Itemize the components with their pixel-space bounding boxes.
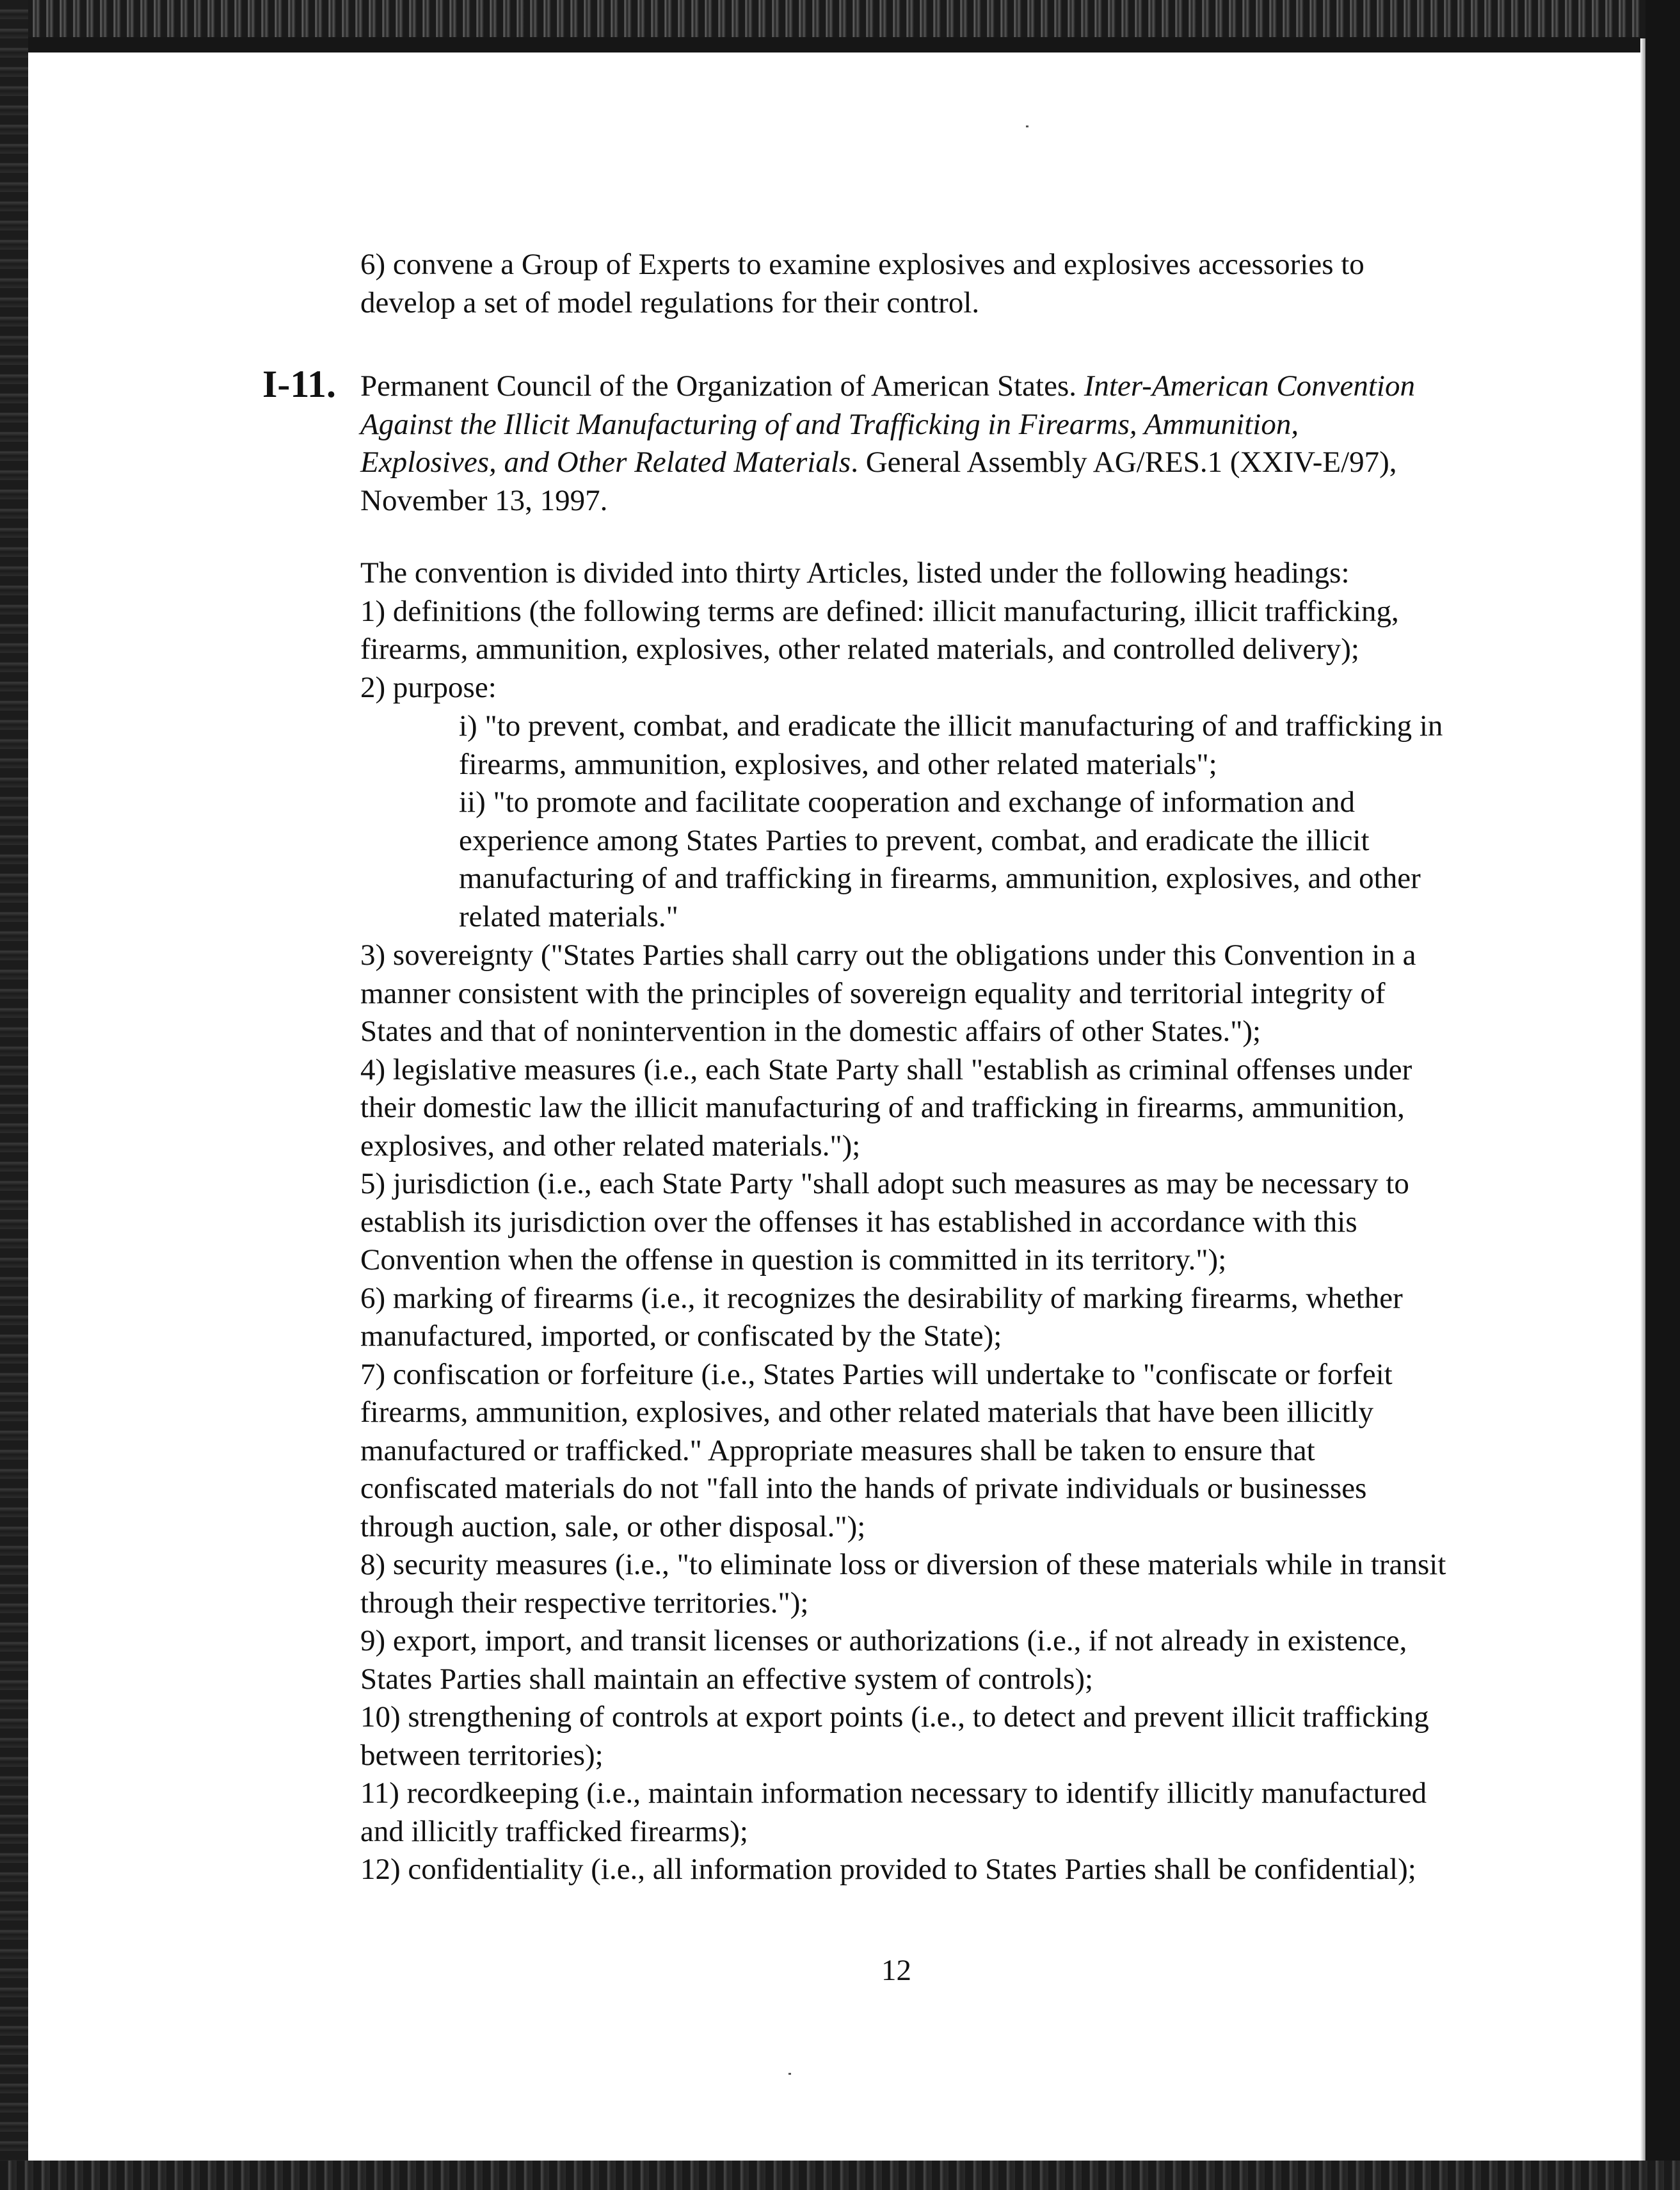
text-line: 11) recordkeeping (i.e., maintain information necessary to identify illicitly manufactured xyxy=(360,1776,1427,1810)
text-line: manufactured or trafficked." Appropriate measures shall be taken to ensure that xyxy=(360,1433,1315,1467)
text-line: 8) security measures (i.e., "to eliminate loss or diversion of these materials while in transit xyxy=(360,1548,1446,1581)
scan-border-right xyxy=(1645,0,1680,2190)
text-line: develop a set of model regulations for their control. xyxy=(360,286,980,319)
text-line: firearms, ammunition, explosives, other related materials, and controlled delivery); xyxy=(360,632,1359,666)
scan-speck xyxy=(788,2073,791,2075)
text-line: 5) jurisdiction (i.e., each State Party "shall adopt such measures as may be necessary to xyxy=(360,1167,1409,1200)
page-number: 12 xyxy=(881,1954,911,1987)
text-line: 7) confiscation or forfeiture (i.e., States Parties will undertake to "confiscate or forfeit xyxy=(360,1357,1393,1391)
text-line: through their respective territories."); xyxy=(360,1586,809,1620)
text-line: 12) confidentiality (i.e., all information provided to States Parties shall be confidential); xyxy=(360,1853,1416,1886)
headings-list xyxy=(360,937,1446,1889)
top-paragraph xyxy=(360,246,1364,322)
scan-speck xyxy=(1026,125,1028,127)
purpose-items xyxy=(459,707,1443,936)
text-line: i) "to prevent, combat, and eradicate the illicit manufacturing of and trafficking in xyxy=(459,709,1443,743)
citation-line: Explosives, and Other Related Materials. General Assembly AG/RES.1 (XXIV-E/97), xyxy=(360,446,1397,479)
text-line: The convention is divided into thirty Articles, listed under the following headings: xyxy=(360,556,1350,590)
text-line: 6) convene a Group of Experts to examine explosives and explosives accessories to xyxy=(360,248,1364,281)
text-line: through auction, sale, or other disposal."); xyxy=(360,1510,866,1543)
scan-border-right-edge xyxy=(1640,38,1645,2170)
text-line: manufactured, imported, or confiscated by the State); xyxy=(360,1319,1002,1353)
text-line: experience among States Parties to prevent, combat, and eradicate the illicit xyxy=(459,823,1370,857)
citation-line: November 13, 1997. xyxy=(360,483,608,517)
text-line: explosives, and other related materials."); xyxy=(360,1129,861,1163)
entry-label: I-11. xyxy=(262,363,337,405)
text-line: 1) definitions (the following terms are defined: illicit manufacturing, illicit trafficking, xyxy=(360,594,1399,628)
text-line: confiscated materials do not "fall into the hands of private individuals or businesses xyxy=(360,1472,1367,1505)
text-line: 9) export, import, and transit licenses or authorizations (i.e., if not already in existence, xyxy=(360,1624,1407,1657)
text-line: manner consistent with the principles of sovereign equality and territorial integrity of xyxy=(360,976,1386,1010)
citation-line: Permanent Council of the Organization of American States. Inter-American Convention xyxy=(360,369,1415,403)
text-line: between territories); xyxy=(360,1738,604,1772)
citation-line: Against the Illicit Manufacturing of and Trafficking in Firearms, Ammunition, xyxy=(360,407,1299,441)
text-line: Convention when the offense in question is committed in its territory."); xyxy=(360,1243,1227,1276)
scan-border-bottom xyxy=(0,2161,1680,2190)
convention-intro xyxy=(360,554,1399,707)
text-line: 10) strengthening of controls at export points (i.e., to detect and prevent illicit trafficking xyxy=(360,1700,1429,1734)
text-line: establish its jurisdiction over the offenses it has established in accordance with this xyxy=(360,1205,1357,1239)
text-line: and illicitly trafficked firearms); xyxy=(360,1814,748,1848)
text-line: their domestic law the illicit manufacturing of and trafficking in firearms, ammunition, xyxy=(360,1091,1405,1124)
text-line: States Parties shall maintain an effective system of controls); xyxy=(360,1662,1094,1696)
text-line: States and that of nonintervention in the domestic affairs of other States."); xyxy=(360,1015,1261,1048)
scan-border-left xyxy=(0,0,28,2190)
text-line: 2) purpose: xyxy=(360,670,497,704)
text-line: 3) sovereignty ("States Parties shall carry out the obligations under this Convention in a xyxy=(360,938,1416,972)
entry-citation xyxy=(360,367,1415,520)
text-line: firearms, ammunition, explosives, and other related materials"; xyxy=(459,747,1217,781)
text-line: related materials." xyxy=(459,899,678,933)
text-line: ii) "to promote and facilitate cooperation and exchange of information and xyxy=(459,785,1355,819)
text-line: firearms, ammunition, explosives, and other related materials that have been illicitly xyxy=(360,1396,1374,1429)
scan-border-top-inner xyxy=(0,37,1680,52)
text-line: manufacturing of and trafficking in firearms, ammunition, explosives, and other xyxy=(459,862,1421,895)
text-line: 6) marking of firearms (i.e., it recognizes the desirability of marking firearms, whether xyxy=(360,1281,1403,1315)
text-line: 4) legislative measures (i.e., each State Party shall "establish as criminal offenses under xyxy=(360,1052,1412,1086)
